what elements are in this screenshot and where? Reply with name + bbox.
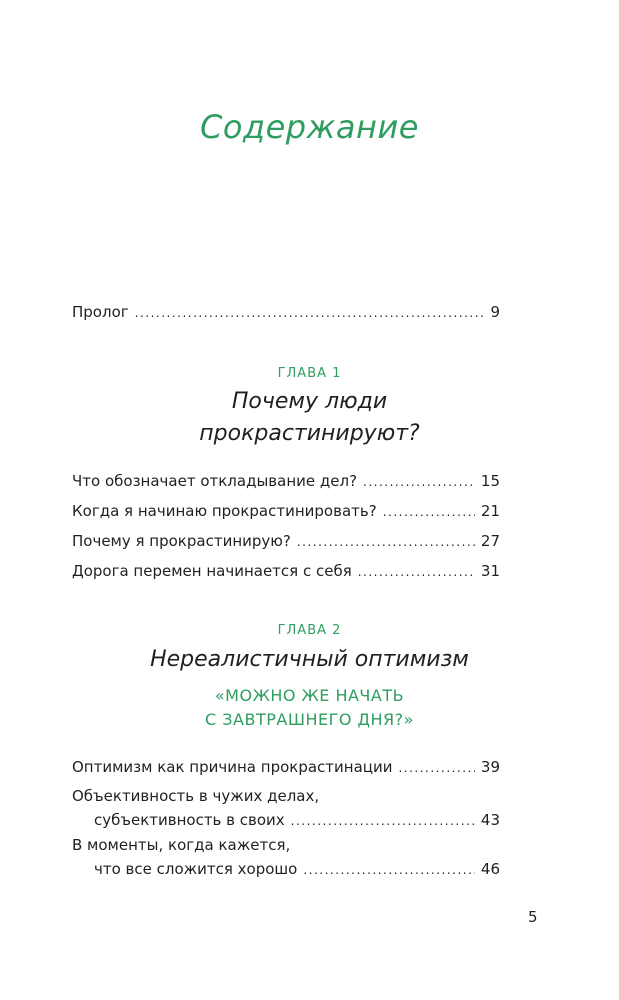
toc-entry-label-line-2: что все сложится хорошо (94, 860, 298, 878)
toc-entry-prologue[interactable] (72, 302, 500, 323)
dot-leader (303, 858, 475, 882)
chapter-2-subtitle-line-1: «МОЖНО ЖЕ НАЧАТЬ (214, 686, 405, 705)
dot-leader (358, 562, 475, 582)
toc-entry-label: Пролог (72, 303, 129, 321)
chapter-1-title-line-1: Почему люди (231, 389, 388, 414)
toc-entry-page: 43 (480, 811, 500, 829)
toc-entry-1-2[interactable] (72, 501, 500, 522)
toc-entry-page: 31 (480, 562, 500, 580)
toc-entry-1-4[interactable] (72, 561, 500, 582)
toc-entry-page: 9 (490, 303, 500, 321)
dot-leader (291, 809, 475, 833)
chapter-2-title: Нереалистичный оптимизм (150, 647, 469, 672)
toc-entry-1-3[interactable] (72, 531, 500, 552)
toc-entry-page: 27 (480, 532, 500, 550)
dot-leader (363, 472, 475, 492)
dot-leader (135, 303, 485, 323)
toc-entry-label: Оптимизм как причина прокрастинации (72, 758, 393, 776)
toc-entry-2-1[interactable] (72, 757, 500, 778)
toc-entry-label-line-1: В моменты, когда кажется, (72, 836, 291, 854)
toc-entry-2-2[interactable] (72, 784, 500, 833)
toc-entry-label: Что обозначает откладывание дел? (72, 472, 358, 490)
chapter-2-number: ГЛАВА 2 (277, 623, 342, 638)
toc-entry-page: 39 (480, 758, 500, 776)
chapter-1-number: ГЛАВА 1 (277, 366, 342, 381)
chapter-1-title-line-2: прокрастинируют? (199, 421, 420, 446)
dot-leader (383, 502, 475, 522)
toc-entry-2-3[interactable] (72, 833, 500, 882)
page-number: 5 (528, 908, 538, 926)
chapter-2-subtitle-line-2: С ЗАВТРАШНЕГО ДНЯ?» (205, 710, 414, 729)
toc-entry-1-1[interactable] (72, 471, 500, 492)
toc-entry-label-line-1: Объективность в чужих делах, (72, 787, 320, 805)
contents-title: Содержание (200, 108, 419, 146)
toc-entry-label: Когда я начинаю прокрастинировать? (72, 502, 377, 520)
toc-entry-page: 15 (480, 472, 500, 490)
toc-entry-label: Почему я прокрастинирую? (72, 532, 291, 550)
toc-entry-label-line-2: субъективность в своих (94, 811, 285, 829)
dot-leader (297, 532, 475, 552)
toc-entry-page: 21 (480, 502, 500, 520)
toc-entry-label: Дорога перемен начинается с себя (72, 562, 352, 580)
toc-entry-page: 46 (480, 860, 500, 878)
dot-leader (398, 758, 474, 778)
